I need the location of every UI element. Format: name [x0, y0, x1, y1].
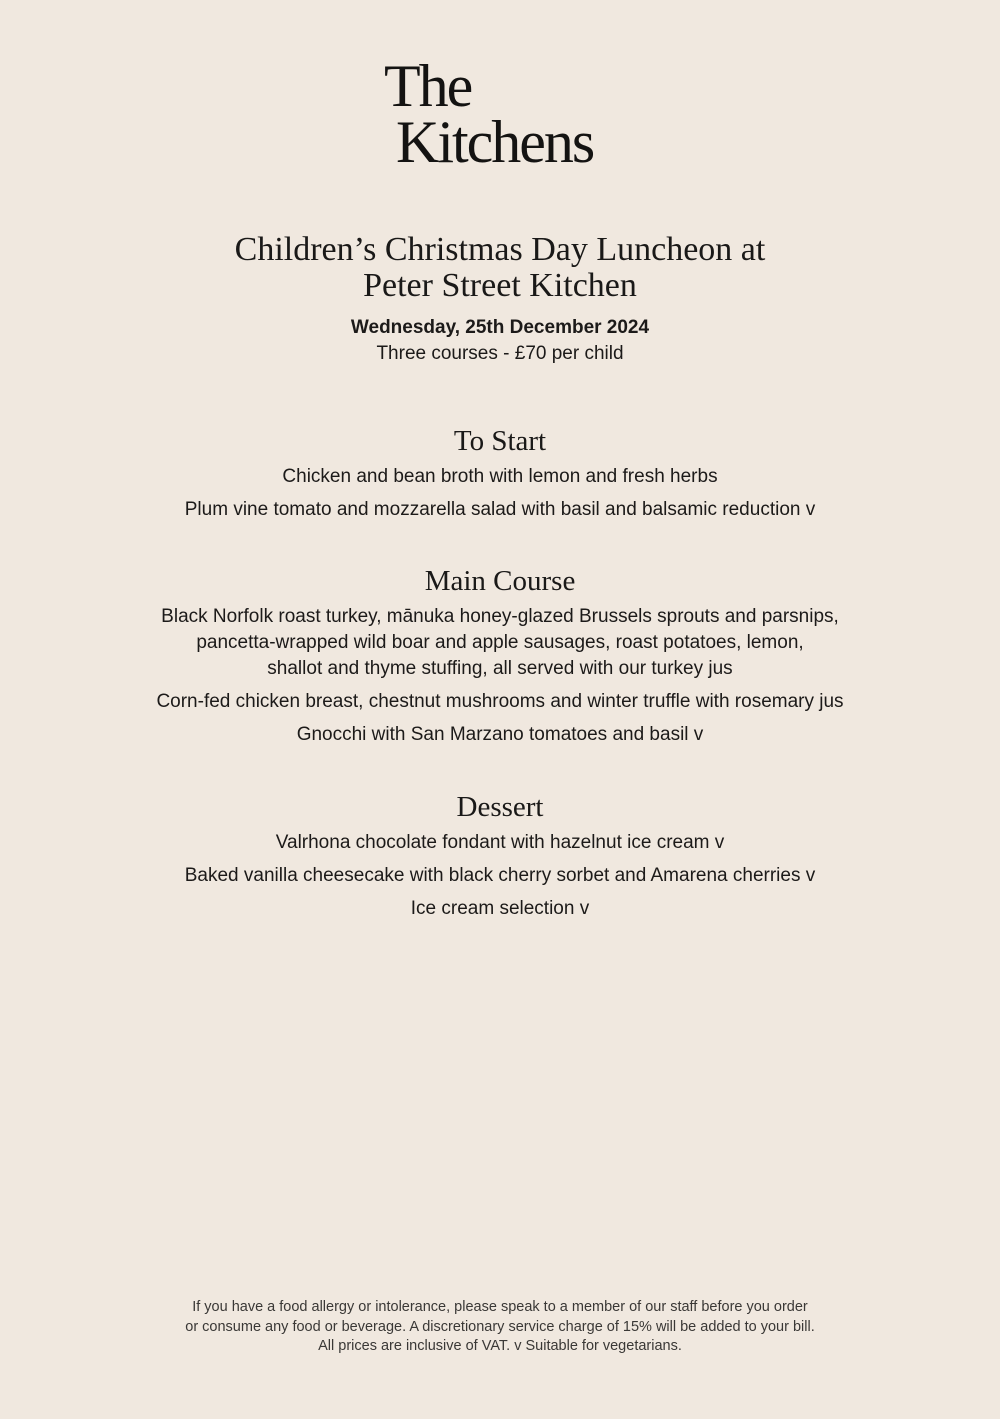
dish-item [0, 497, 1000, 523]
dish-line: Valrhona chocolate fondant with hazelnut ice cream v [275, 832, 725, 853]
dish-item [0, 464, 1000, 490]
menu-title-line-1: Children’s Christmas Day Luncheon at [234, 231, 766, 268]
brand-logo [384, 53, 594, 175]
dish-item [0, 689, 1000, 715]
section-heading-dessert: Dessert [456, 791, 544, 823]
logo-line-1: The [384, 53, 472, 119]
footer-line-2: or consume any food or beverage. A discretionary service charge of 15% will be added to your bill. [185, 1318, 815, 1335]
dish-line: Black Norfolk roast turkey, mānuka honey-glazed Brussels sprouts and parsnips, [161, 606, 839, 627]
dish-item [0, 604, 1000, 682]
dish-line: Corn-fed chicken breast, chestnut mushrooms and winter truffle with rosemary jus [156, 691, 844, 712]
dish-item [0, 722, 1000, 748]
dish-line: pancetta-wrapped wild boar and apple sausages, roast potatoes, lemon, [196, 632, 804, 653]
dish-line: Gnocchi with San Marzano tomatoes and basil v [296, 724, 704, 745]
price-line: Three courses - £70 per child [376, 343, 624, 364]
dish-item [0, 863, 1000, 889]
footer-line-1: If you have a food allergy or intolerance, please speak to a member of our staff before you order [192, 1299, 808, 1315]
dish-line: Ice cream selection v [410, 898, 590, 919]
logo-line-2: Kitchens [396, 109, 594, 175]
section-heading-main-course: Main Course [424, 565, 576, 597]
allergy-footer [0, 1298, 1000, 1357]
dish-item [0, 830, 1000, 856]
menu-title [0, 232, 1000, 304]
section-to-start [0, 424, 1000, 530]
dish-item [0, 896, 1000, 922]
event-date: Wednesday, 25th December 2024 [350, 317, 650, 338]
menu-title-line-2: Peter Street Kitchen [363, 267, 637, 304]
section-main-course [0, 564, 1000, 755]
dish-line: Chicken and bean broth with lemon and fresh herbs [282, 466, 718, 487]
dish-line: Baked vanilla cheesecake with black cherry sorbet and Amarena cherries v [184, 865, 816, 886]
dish-line: shallot and thyme stuffing, all served with our turkey jus [267, 658, 733, 679]
dish-line: Plum vine tomato and mozzarella salad with basil and balsamic reduction v [184, 499, 816, 520]
footer-line-3: All prices are inclusive of VAT. v Suitable for vegetarians. [318, 1338, 682, 1354]
section-dessert [0, 790, 1000, 929]
section-heading-to-start: To Start [453, 425, 547, 457]
